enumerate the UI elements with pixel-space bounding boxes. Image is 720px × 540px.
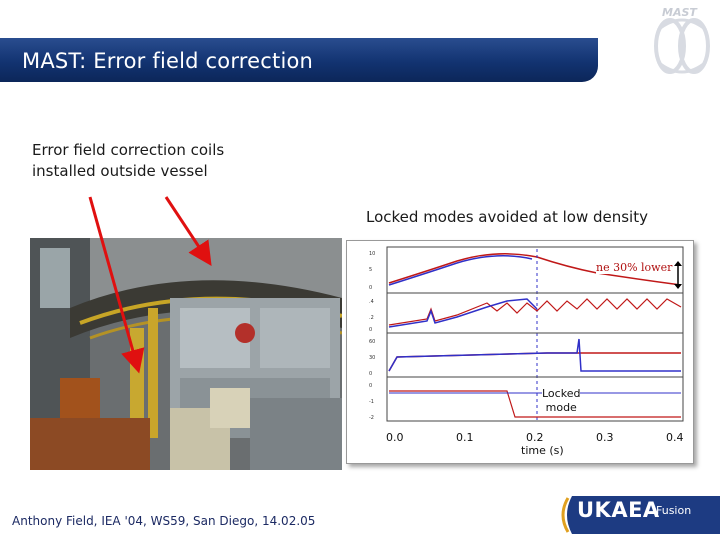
x-tick-2: 0.2 (526, 431, 544, 444)
svg-text:0: 0 (369, 285, 373, 291)
plot-svg (347, 241, 693, 463)
x-tick-0: 0.0 (386, 431, 404, 444)
slide-title: MAST: Error field correction (22, 49, 314, 73)
svg-text:.2: .2 (369, 315, 374, 321)
svg-text:60: 60 (369, 339, 376, 345)
svg-text:5: 5 (369, 267, 373, 273)
x-tick-4: 0.4 (666, 431, 684, 444)
svg-text:.4: .4 (369, 299, 374, 305)
logo-label: MAST (662, 6, 697, 19)
x-axis-label: time (s) (521, 444, 564, 457)
footer-citation: Anthony Field, IEA '04, WS59, San Diego, 14.02.05 (12, 514, 316, 528)
coils-label-line1: Error field correction coils (32, 141, 225, 159)
svg-text:-1: -1 (369, 399, 374, 405)
svg-text:10: 10 (369, 251, 376, 257)
x-tick-3: 0.3 (596, 431, 614, 444)
svg-text:0: 0 (369, 327, 373, 333)
locked-modes-heading: Locked modes avoided at low density (366, 208, 648, 226)
coils-label (32, 140, 224, 182)
panel-4-red (389, 391, 681, 417)
locked-mode-line2: mode (545, 401, 577, 414)
x-tick-1: 0.1 (456, 431, 474, 444)
brand-sub: Fusion (656, 504, 692, 517)
svg-text:0: 0 (369, 371, 373, 377)
y-ticks (369, 251, 375, 421)
locked-mode-line1: Locked (542, 387, 581, 400)
machine-photo (30, 238, 342, 470)
svg-text:30: 30 (369, 355, 376, 361)
panel-3 (387, 333, 683, 377)
panel-2-red (389, 299, 681, 325)
coils-label-line2: installed outside vessel (32, 162, 208, 180)
svg-text:-2: -2 (369, 415, 374, 421)
panel-4 (387, 377, 683, 421)
svg-text:0: 0 (369, 383, 373, 389)
density-arrow-icon (672, 260, 684, 290)
density-annotation: ne 30% lower (596, 261, 673, 274)
panel-2 (387, 293, 683, 333)
panel-3-blue (389, 339, 681, 371)
brand-main: UKAEA (577, 498, 660, 522)
locked-mode-annotation (542, 387, 580, 415)
